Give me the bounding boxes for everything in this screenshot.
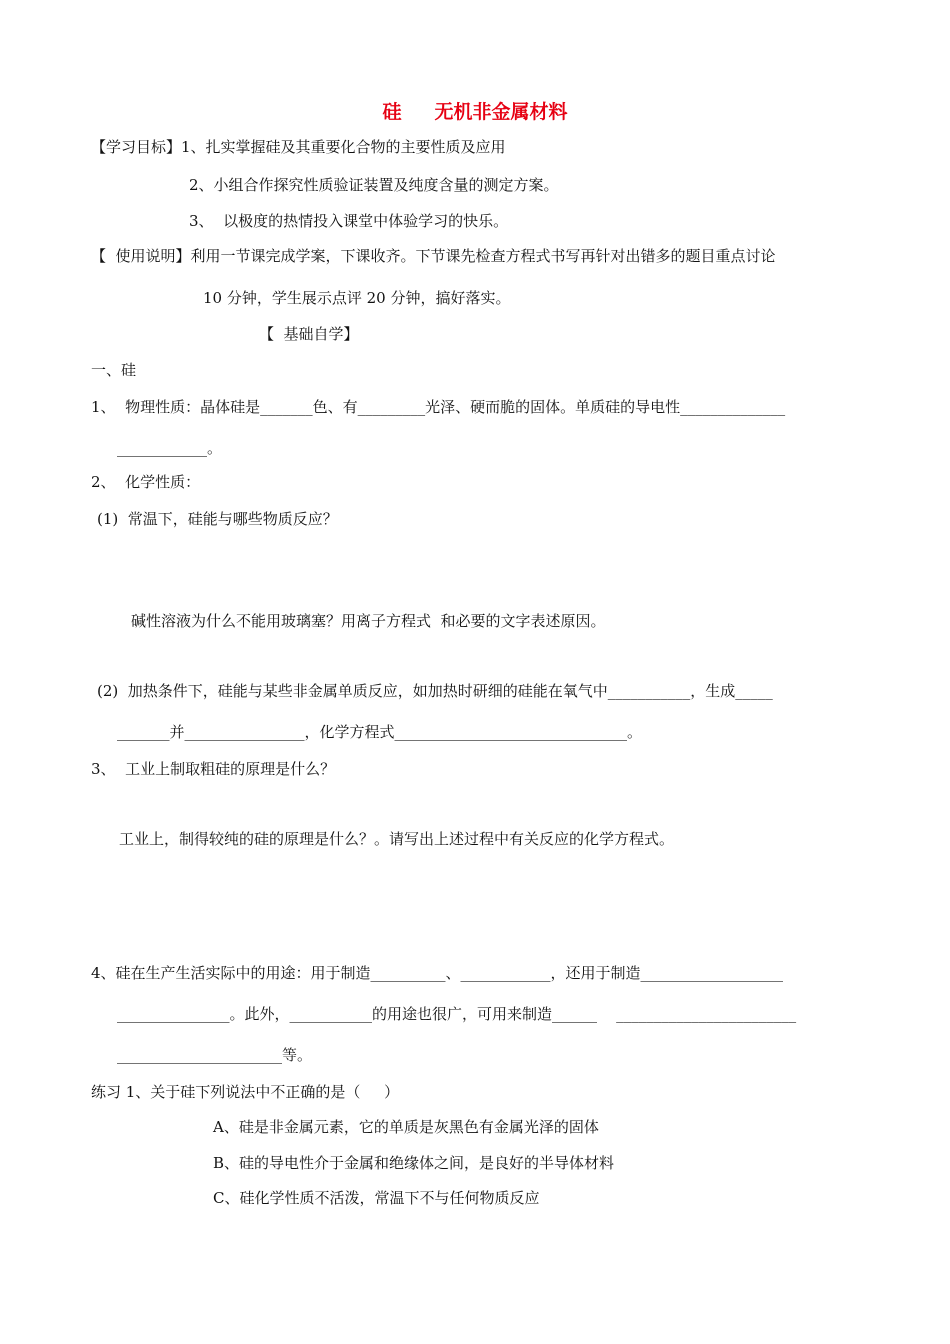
exercise-1-option-c: C、硅化学性质不活泼，常温下不与任何物质反应 — [213, 1189, 540, 1207]
section-heading: 【 基础自学】 — [259, 325, 359, 343]
question-2-2-line-2: _______并________________，化学方程式_______________________________。 — [117, 723, 643, 741]
question-2-1: (1) 常温下，硅能与哪些物质反应？ — [97, 510, 338, 528]
objective-2: 2、小组合作探究性质验证装置及纯度含量的测定方案。 — [189, 176, 559, 194]
exercise-1-stem: 练习 1、关于硅下列说法中不正确的是（ ） — [91, 1083, 400, 1101]
exercise-1-option-b: B、硅的导电性介于金属和绝缘体之间，是良好的半导体材料 — [213, 1154, 615, 1172]
question-4-line-1: 4、硅在生产生活实际中的用途：用于制造__________、____________，还用于制造___________________ — [91, 964, 784, 982]
question-2: 2、 化学性质： — [91, 473, 201, 491]
question-1-line-2: ____________。 — [117, 439, 223, 457]
question-4-line-2: _______________。此外，___________的用途也很广，可用来制造______ ________________________ — [117, 1005, 797, 1023]
question-2-2-line-1: (2) 加热条件下，硅能与某些非金属单质反应，如加热时研细的硅能在氧气中___________，生成_____ — [97, 682, 773, 700]
usage-instructions-line-2: 10 分钟，学生展示点评 20 分钟，搞好落实。 — [203, 289, 511, 307]
part-heading-silicon: 一、硅 — [91, 361, 137, 379]
objective-3: 3、 以极度的热情投入课堂中体验学习的快乐。 — [189, 212, 509, 230]
usage-instructions-line-1: 【 使用说明】利用一节课完成学案，下课收齐。下节课先检查方程式书写再针对出错多的题目重点讨论 — [91, 247, 776, 265]
question-2-1-followup: 碱性溶液为什么不能用玻璃塞？用离子方程式 和必要的文字表述原因。 — [131, 612, 606, 630]
objective-1: 【学习目标】1、扎实掌握硅及其重要化合物的主要性质及应用 — [91, 138, 506, 156]
question-4-line-3: ______________________等。 — [117, 1046, 313, 1064]
question-3: 3、 工业上制取粗硅的原理是什么？ — [91, 760, 336, 778]
exercise-1-option-a: A、硅是非金属元素，它的单质是灰黑色有金属光泽的固体 — [213, 1118, 599, 1136]
question-3-followup: 工业上，制得较纯的硅的原理是什么？。请写出上述过程中有关反应的化学方程式。 — [119, 830, 675, 848]
question-1-line-1: 1、 物理性质：晶体硅是_______色、有_________光泽、硬而脆的固体。单质硅的导电性______________ — [91, 398, 786, 416]
page-title: 硅 无机非金属材料 — [382, 101, 568, 123]
